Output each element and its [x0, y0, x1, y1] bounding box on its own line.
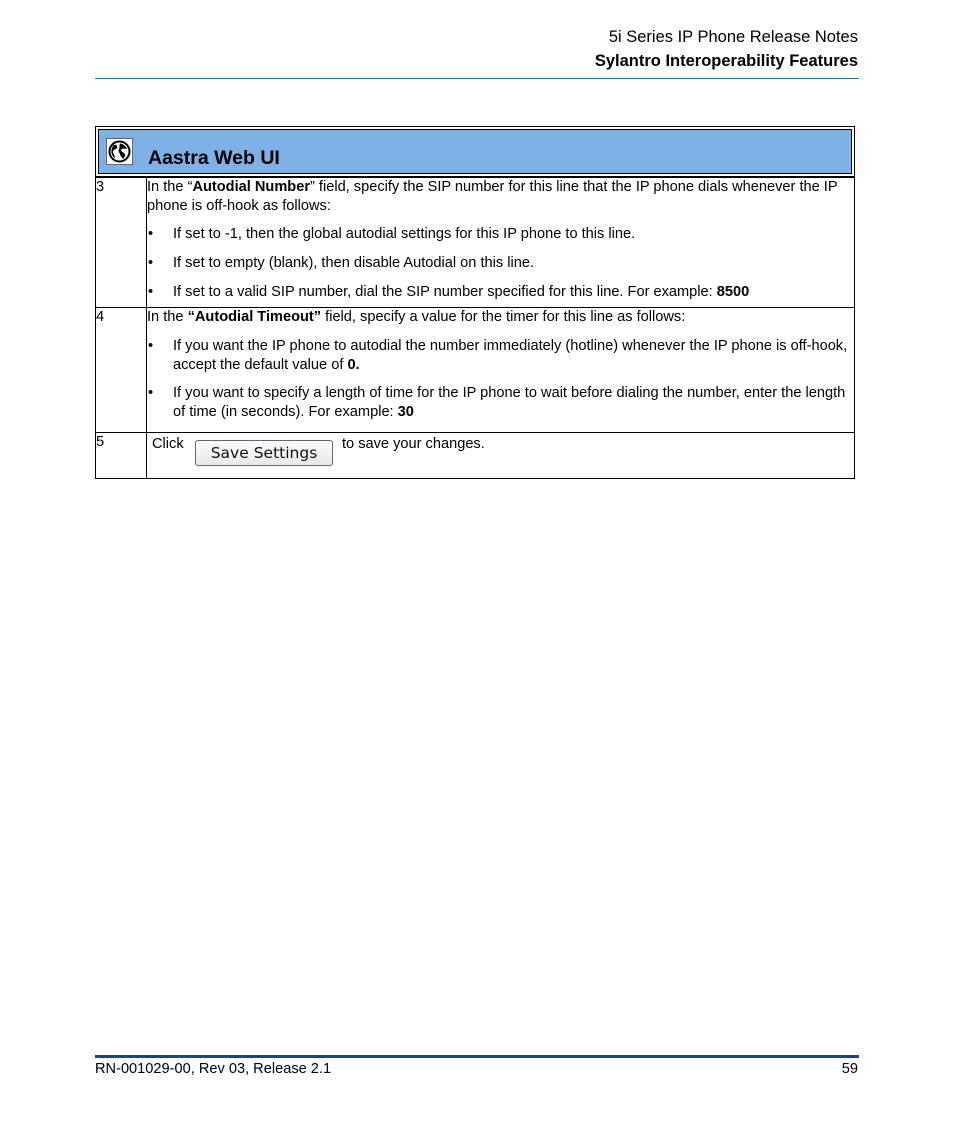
step-number: 4	[96, 308, 147, 433]
list-item	[147, 384, 854, 422]
bullet-text: If set to -1, then the global autodial settings for this IP phone to this line.	[173, 226, 636, 242]
step-number: 3	[96, 178, 147, 308]
step-content	[147, 178, 855, 308]
step-intro-rest: field, specify a value for the timer for this line as follows:	[321, 309, 686, 325]
table-row	[96, 308, 855, 433]
example-value: 8500	[716, 284, 750, 300]
example-value: 30	[397, 404, 414, 420]
header-section-title: Sylantro Interoperability Features	[594, 52, 858, 70]
step-intro	[147, 308, 854, 327]
step-content	[147, 433, 855, 479]
aastra-web-ui-banner	[95, 126, 855, 177]
header-doc-title: 5i Series IP Phone Release Notes	[608, 28, 858, 46]
list-item	[147, 337, 854, 375]
table-row	[96, 178, 855, 308]
bullet-list	[147, 225, 854, 302]
step-intro-lead: In the “	[147, 179, 193, 195]
list-item	[147, 254, 854, 273]
click-label: Click	[152, 436, 184, 452]
field-name: Autodial Number	[192, 179, 310, 195]
banner-title: Aastra Web UI	[148, 147, 280, 169]
bullet-text: If set to empty (blank), then disable Autodial on this line.	[173, 255, 534, 271]
step-intro-rest: ” field, specify the SIP number for this line that the IP phone dials whenever the IP phone is off-hook as follows:	[147, 179, 838, 214]
step-content	[147, 308, 855, 433]
save-settings-button[interactable]: Save Settings	[195, 440, 333, 466]
step-intro	[147, 178, 854, 216]
list-item	[147, 283, 854, 302]
bullet-text: If you want to specify a length of time for the IP phone to wait before dialing the number, enter the length of time (in seconds). For example:	[173, 385, 846, 420]
steps-table	[95, 177, 855, 479]
footer-doc-id: RN-001029-00, Rev 03, Release 2.1	[95, 1061, 332, 1077]
banner-fill	[98, 129, 852, 174]
bullet-text: If set to a valid SIP number, dial the SIP number specified for this line. For example:	[173, 284, 717, 300]
step-intro-lead: In the	[147, 309, 188, 325]
table-row	[96, 433, 855, 479]
save-instruction-text: to save your changes.	[342, 436, 485, 452]
page-number: 59	[841, 1061, 858, 1077]
globe-icon	[106, 138, 133, 165]
footer-rule	[95, 1055, 859, 1058]
bullet-text: If you want the IP phone to autodial the number immediately (hotline) whenever the IP phone is off-hook, accept the default value of	[173, 338, 848, 373]
bullet-list	[147, 337, 854, 422]
step-number: 5	[96, 433, 147, 479]
list-item	[147, 225, 854, 244]
header-rule	[95, 78, 859, 79]
default-value: 0.	[347, 357, 360, 373]
field-name: “Autodial Timeout”	[187, 309, 322, 325]
